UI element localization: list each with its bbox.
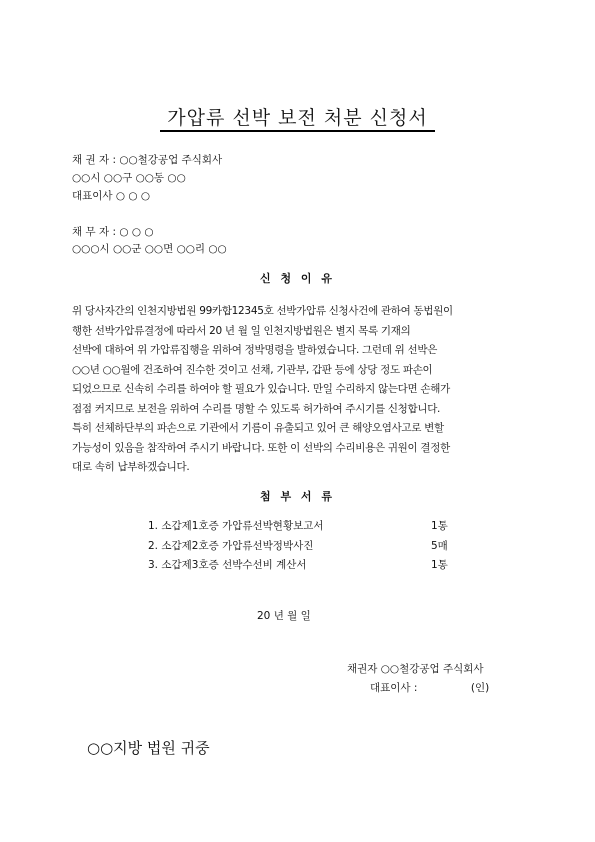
attachment-item-label: 1. 소갑제1호증 가압류선박현황보고서 xyxy=(148,520,324,532)
debtor-address: ○○○시 ○○군 ○○면 ○○리 ○○ xyxy=(72,243,227,255)
signature-representative: 대표이사 : (인) xyxy=(370,682,490,694)
document-date: 20 년 월 일 xyxy=(257,610,311,622)
title-underline xyxy=(160,130,435,132)
attachment-item-count: 5매 xyxy=(431,540,448,552)
attachments-heading: 첨 부 서 류 xyxy=(260,490,335,503)
creditor-address: ○○시 ○○구 ○○동 ○○ xyxy=(72,172,186,184)
debtor-name: 채 무 자 : ○ ○ ○ xyxy=(72,226,154,238)
reason-line: 행한 선박가압류결정에 따라서 20 년 월 일 인천지방법원은 별지 목록 기재의 xyxy=(72,324,411,337)
reason-paragraph xyxy=(72,302,532,478)
attachment-item-label: 2. 소갑제2호증 가압류선박정박사진 xyxy=(148,540,314,552)
attachment-item-count: 1통 xyxy=(431,520,448,532)
creditor-representative: 대표이사 ○ ○ ○ xyxy=(72,190,151,202)
reason-line: 대로 속히 납부하겠습니다. xyxy=(72,461,190,473)
reason-line: 되었으므로 신속히 수리를 하여야 할 필요가 있습니다. 만일 수리하지 않는다면 손해가 xyxy=(72,383,450,395)
creditor-name: 채 권 자 : ○○철강공업 주식회사 xyxy=(72,154,223,166)
reason-line: 점점 커지므로 보전을 위하여 수리를 명할 수 있도록 허가하여 주시기를 신청합니다. xyxy=(72,402,441,415)
attachment-item-label: 3. 소갑제3호증 선박수선비 계산서 xyxy=(148,559,307,571)
reason-line: 특히 선체하단부의 파손으로 기관에서 기름이 유출되고 있어 큰 해양오염사고로 변할 xyxy=(72,422,444,434)
attachment-item-count: 1통 xyxy=(431,559,448,571)
reason-heading: 신 청 이 유 xyxy=(260,272,335,285)
reason-line: 선박에 대하여 위 가압류집행을 위하여 정박명령을 발하였습니다. 그런데 위 선박은 xyxy=(72,344,438,356)
court-addressee: ○○지방 법원 귀중 xyxy=(87,739,210,757)
reason-line: ○○년 ○○월에 건조하여 진수한 것이고 선채, 기관부, 갑판 등에 상당 정도 파손이 xyxy=(72,363,433,376)
document-title: 가압류 선박 보전 처분 신청서 xyxy=(167,107,428,129)
signature-creditor: 채권자 ○○철강공업 주식회사 xyxy=(347,663,484,675)
reason-line: 위 당사자간의 인천지방법원 99카합12345호 선박가압류 신청사건에 관하여 동법원이 xyxy=(72,305,453,317)
reason-line: 가능성이 있음을 참작하여 주시기 바랍니다. 또한 이 선박의 수리비용은 귀원이 결정한 xyxy=(72,441,450,454)
